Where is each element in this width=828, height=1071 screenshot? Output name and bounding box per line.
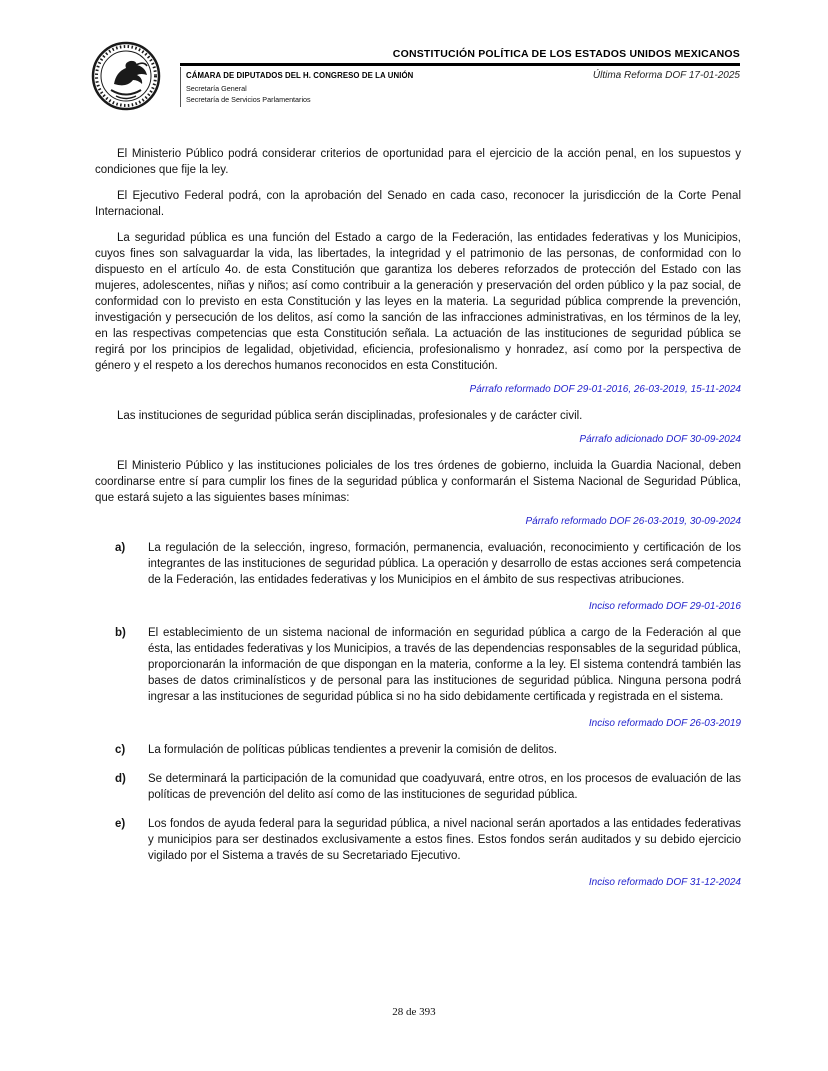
- item-label-b: b): [115, 627, 126, 639]
- list-item-a: [95, 540, 741, 588]
- page-number: 28 de 393: [392, 1006, 436, 1018]
- list-item-d: [95, 771, 741, 803]
- item-text-e: Los fondos de ayuda federal para la seguridad pública, a nivel nacional serán aportados a las entidades federativas y municipios para ser destinados exclusivamente a estos fines. Estos fondos serán auditados y su debido ejercicio vigilado por el Sistema a través de su Secretariado Ejecutivo.: [148, 818, 741, 862]
- reform-annotation: Párrafo reformado DOF 26-03-2019, 30-09-2024: [525, 516, 741, 527]
- reform-annotation: Inciso reformado DOF 31-12-2024: [588, 877, 741, 888]
- last-reform-label: Última Reforma DOF 17-01-2025: [592, 70, 740, 81]
- item-text-d: Se determinará la participación de la comunidad que coadyuvará, entre otros, en los procesos de evaluación de las políticas de prevención del delito así como de las instituciones de seguridad pública.: [148, 773, 741, 801]
- item-text-b: El establecimiento de un sistema nacional de información en seguridad pública a cargo de la Federación al que ésta, las entidades federativas y los Municipios, a través de las dependencias responsables de la seguridad pública, proporcionarán la información de que dispongan en la materia, conforme a la ley. El sistema contendrá también las bases de datos criminalísticos y de personal para las instituciones de seguridad pública. Ninguna persona podrá ingresar a las instituciones de seguridad pública si no ha sido debidamente certificada y registrada en el sistema.: [148, 627, 741, 703]
- document-body: [95, 146, 741, 901]
- secretariat-general-label: Secretaría General: [186, 84, 247, 93]
- paragraph-seguridad-publica: La seguridad pública es una función del Estado a cargo de la Federación, las entidades federativas y los Municipios, cuyos fines son salvaguardar la vida, las libertades, la integridad y el patrimonio de las personas, de conformidad con lo dispuesto en el artículo 4o. de esta Constitución que garantiza los deberes reforzados de protección del Estado con las mujeres, adolescentes, niñas y niños; así como contribuir a la generación y preservación del orden público y la paz social, de conformidad con lo previsto en esta Constitución y las leyes en la materia. La seguridad pública comprende la prevención, investigación y persecución de los delitos, así como la sanción de las infracciones administrativas, en los términos de la ley, en las respectivas competencias que esta Constitución señala. La actuación de las instituciones de seguridad pública se regirá por los principios de legalidad, objetividad, eficiencia, profesionalismo y honradez, así como por la perspectiva de género y el respeto a los derechos humanos reconocidos en esta Constitución.: [95, 232, 741, 372]
- secretariat-services-label: Secretaría de Servicios Parlamentarios: [186, 95, 311, 104]
- header-rule: [180, 63, 740, 66]
- header-vertical-rule: [180, 67, 181, 107]
- paragraph-instituciones-civiles: Las instituciones de seguridad pública serán disciplinadas, profesionales y de carácter civil.: [117, 410, 583, 422]
- paragraph-ministerio-publico: El Ministerio Público podrá considerar criterios de oportunidad para el ejercicio de la acción penal, en los supuestos y condiciones que fije la ley.: [95, 148, 741, 176]
- page-header: [0, 0, 828, 130]
- item-text-c: La formulación de políticas públicas tendientes a prevenir la comisión de delitos.: [148, 744, 558, 756]
- mexican-coat-of-arms-icon: [86, 38, 178, 116]
- list-item-e: [95, 816, 741, 864]
- chamber-label: CÁMARA DE DIPUTADOS DEL H. CONGRESO DE LA UNIÓN: [186, 71, 414, 80]
- document-title: CONSTITUCIÓN POLÍTICA DE LOS ESTADOS UNIDOS MEXICANOS: [392, 48, 740, 60]
- reform-annotation: Inciso reformado DOF 29-01-2016: [588, 601, 741, 612]
- reform-annotation: Párrafo reformado DOF 29-01-2016, 26-03-2019, 15-11-2024: [469, 384, 741, 395]
- item-label-d: d): [115, 773, 126, 785]
- list-item-c: [95, 742, 741, 758]
- item-text-a: La regulación de la selección, ingreso, formación, permanencia, evaluación, reconocimiento y certificación de los integrantes de las instituciones de seguridad pública. La operación y desarrollo de estas acciones será competencia de la Federación, las entidades federativas y los Municipios en el ámbito de sus respectivas atribuciones.: [148, 542, 741, 586]
- reform-annotation: Párrafo adicionado DOF 30-09-2024: [579, 434, 741, 445]
- paragraph-sistema-nacional: El Ministerio Público y las instituciones policiales de los tres órdenes de gobierno, incluida la Guardia Nacional, deben coordinarse entre sí para cumplir los fines de la seguridad pública y conformarán el Sistema Nacional de Seguridad Pública, que estará sujeto a las siguientes bases mínimas:: [95, 460, 741, 504]
- item-label-c: c): [115, 744, 126, 756]
- reform-annotation: Inciso reformado DOF 26-03-2019: [588, 718, 741, 729]
- list-item-b: [95, 625, 741, 705]
- item-label-e: e): [115, 818, 126, 830]
- paragraph-ejecutivo-federal: El Ejecutivo Federal podrá, con la aprobación del Senado en cada caso, reconocer la jurisdicción de la Corte Penal Internacional.: [95, 190, 741, 218]
- item-label-a: a): [115, 542, 126, 554]
